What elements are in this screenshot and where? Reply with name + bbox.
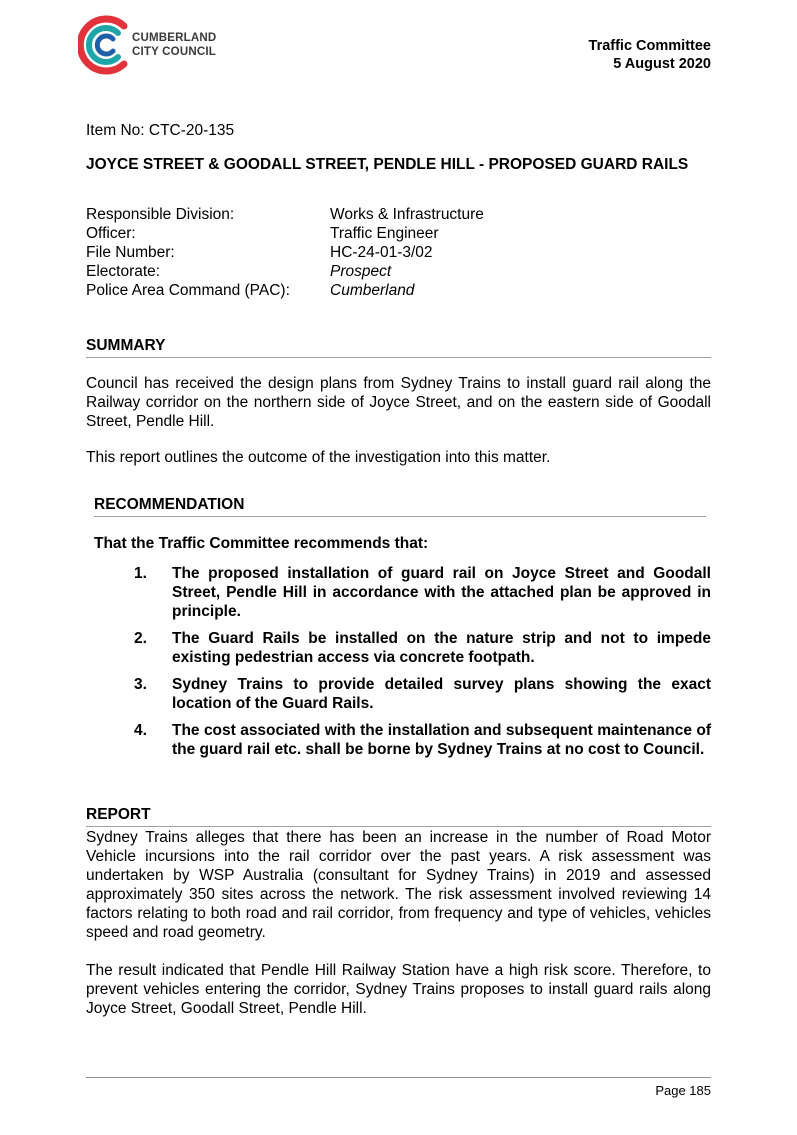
recommendation-heading: RECOMMENDATION: [94, 496, 706, 517]
council-logo-icon: [78, 14, 134, 76]
item-number: Item No: CTC-20-135: [86, 122, 235, 139]
recommendation-text: The Guard Rails be installed on the nature strip and not to impede existing pedestrian access via concrete footpath.: [172, 630, 711, 666]
page-title: JOYCE STREET & GOODALL STREET, PENDLE HILL - PROPOSED GUARD RAILS: [86, 156, 689, 173]
meeting-date: 5 August 2020: [613, 56, 711, 72]
recommendation-item: [94, 629, 711, 667]
meta-value: Works & Infrastructure: [330, 206, 484, 223]
recommendation-text: The proposed installation of guard rail on Joyce Street and Goodall Street, Pendle Hill in accordance with the attached plan be approved in principle.: [172, 565, 711, 620]
recommendation-number: 4.: [134, 722, 147, 739]
meta-label: Officer:: [86, 225, 136, 242]
meta-label: File Number:: [86, 244, 175, 261]
meta-value: HC-24-01-3/02: [330, 244, 433, 261]
meta-row: [86, 262, 711, 281]
logo-line-2: CITY COUNCIL: [132, 46, 216, 58]
recommendation-item: [94, 564, 711, 621]
recommendation-number: 3.: [134, 676, 147, 693]
meta-label: Electorate:: [86, 263, 161, 280]
recommendation-text: Sydney Trains to provide detailed survey plans showing the exact location of the Guard Rails.: [172, 676, 711, 712]
summary-paragraph-1: Council has received the design plans from Sydney Trains to install guard rail along the Railway corridor on the northern side of Joyce Street, and on the eastern side of Goodall Street, Pendle Hill.: [86, 375, 711, 430]
meta-row: [86, 205, 711, 224]
page-number: Page 185: [655, 1083, 711, 1098]
recommendation-item: [94, 675, 711, 713]
recommendation-intro: That the Traffic Committee recommends that:: [94, 535, 429, 552]
committee-name: Traffic Committee: [588, 38, 711, 54]
recommendation-item: [94, 721, 711, 759]
document-header: [589, 37, 711, 73]
meta-value: Prospect: [330, 263, 392, 280]
summary-heading: SUMMARY: [86, 337, 711, 358]
recommendation-text: The cost associated with the installation and subsequent maintenance of the guard rail etc. shall be borne by Sydney Trains at no cost to Council.: [172, 722, 711, 758]
meta-label: Responsible Division:: [86, 206, 235, 223]
meta-row: [86, 224, 711, 243]
logo-line-1: CUMBERLAND: [132, 32, 217, 44]
meta-label: Police Area Command (PAC):: [86, 282, 290, 299]
meta-row: [86, 243, 711, 262]
report-heading: REPORT: [86, 806, 711, 827]
recommendation-list: [94, 564, 711, 767]
metadata-table: [86, 205, 711, 300]
report-paragraph-2: The result indicated that Pendle Hill Railway Station have a high risk score. Therefore, to prevent vehicles entering the corridor, Sydney Trains proposes to install guard rails along Joyce Street, Goodall Street, Pendle Hill.: [86, 962, 711, 1017]
recommendation-number: 1.: [134, 565, 147, 582]
meta-value: Traffic Engineer: [330, 225, 439, 242]
meta-value: Cumberland: [330, 282, 415, 299]
logo-wordmark: [132, 31, 216, 59]
summary-paragraph-2: This report outlines the outcome of the investigation into this matter.: [86, 449, 551, 466]
report-paragraph-1: Sydney Trains alleges that there has been an increase in the number of Road Motor Vehicle incursions into the rail corridor over the past years. A risk assessment was undertaken by WSP Australia (consultant for Sydney Trains) in 2019 and assessed approximately 350 sites across the network. The risk assessment involved reviewing 14 factors relating to both road and rail corridor, from frequency and type of vehicles, vehicles speed and road geometry.: [86, 829, 711, 941]
meta-row: [86, 281, 711, 300]
recommendation-number: 2.: [134, 630, 147, 647]
footer-divider: [86, 1077, 711, 1078]
